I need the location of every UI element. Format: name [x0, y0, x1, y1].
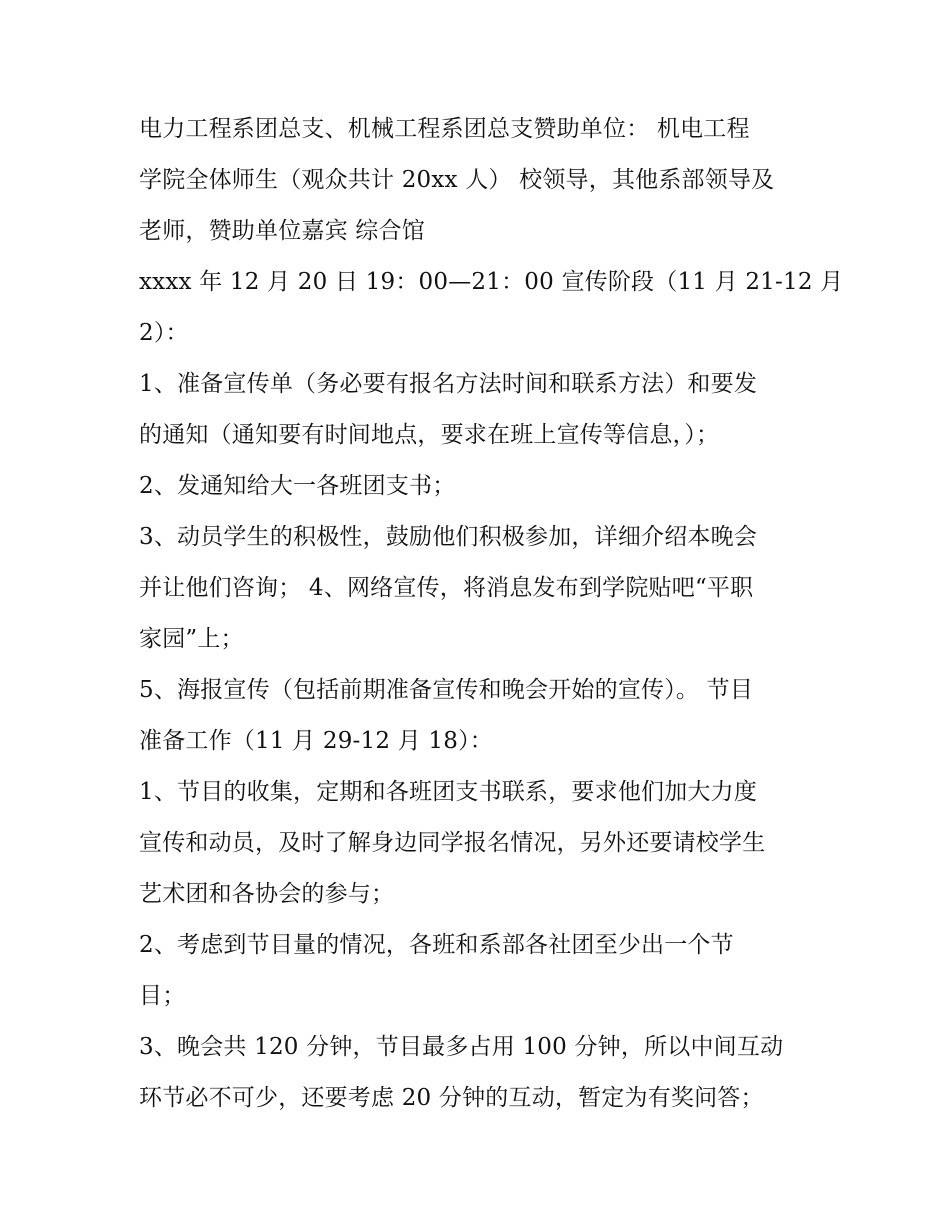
- text-line: 环节必不可少，还要考虑 20 分钟的互动，暂定为有奖问答；: [139, 1085, 764, 1111]
- text-line: 2）：: [139, 320, 189, 346]
- text-line: 家园”上；: [139, 626, 244, 652]
- text-line: 宣传和动员，及时了解身边同学报名情况，另外还要请校学生: [139, 830, 766, 856]
- text-line: 1、节目的收集，定期和各班团支书联系，要求他们加大力度: [139, 779, 758, 805]
- text-line: 并让他们咨询； 4、网络宣传，将消息发布到学院贴吧“平职: [139, 575, 754, 601]
- text-line: 2、发通知给大一各班团支书；: [139, 473, 456, 499]
- text-line: 的通知（通知要有时间地点，要求在班上宣传等信息，）；: [139, 422, 720, 448]
- text-line: 老师，赞助单位嘉宾 综合馆: [139, 218, 425, 244]
- text-line: 5、海报宣传（包括前期准备宣传和晚会开始的宣传）。 节目: [139, 677, 754, 703]
- text-line: 准备工作（11 月 29-12 月 18）：: [139, 728, 493, 754]
- text-line: 学院全体师生（观众共计 20xx 人） 校领导，其他系部领导及: [139, 167, 775, 193]
- text-line: 2、考虑到节目量的情况，各班和系部各社团至少出一个节: [139, 932, 734, 958]
- text-line: 电力工程系团总支、机械工程系团总支赞助单位： 机电工程: [139, 116, 750, 142]
- document-body: [139, 104, 844, 1124]
- text-line: 目；: [139, 983, 186, 1009]
- text-line: 3、晚会共 120 分钟，节目最多占用 100 分钟，所以中间互动: [139, 1034, 784, 1060]
- text-line: 3、动员学生的积极性，鼓励他们积极参加，详细介绍本晚会: [139, 524, 758, 550]
- text-line: 1、准备宣传单（务必要有报名方法时间和联系方法）和要发: [139, 371, 758, 397]
- text-line: xxxx 年 12 月 20 日 19：00—21：00 宣传阶段（11 月 21-12 月: [139, 269, 844, 295]
- text-line: 艺术团和各协会的参与；: [139, 881, 395, 907]
